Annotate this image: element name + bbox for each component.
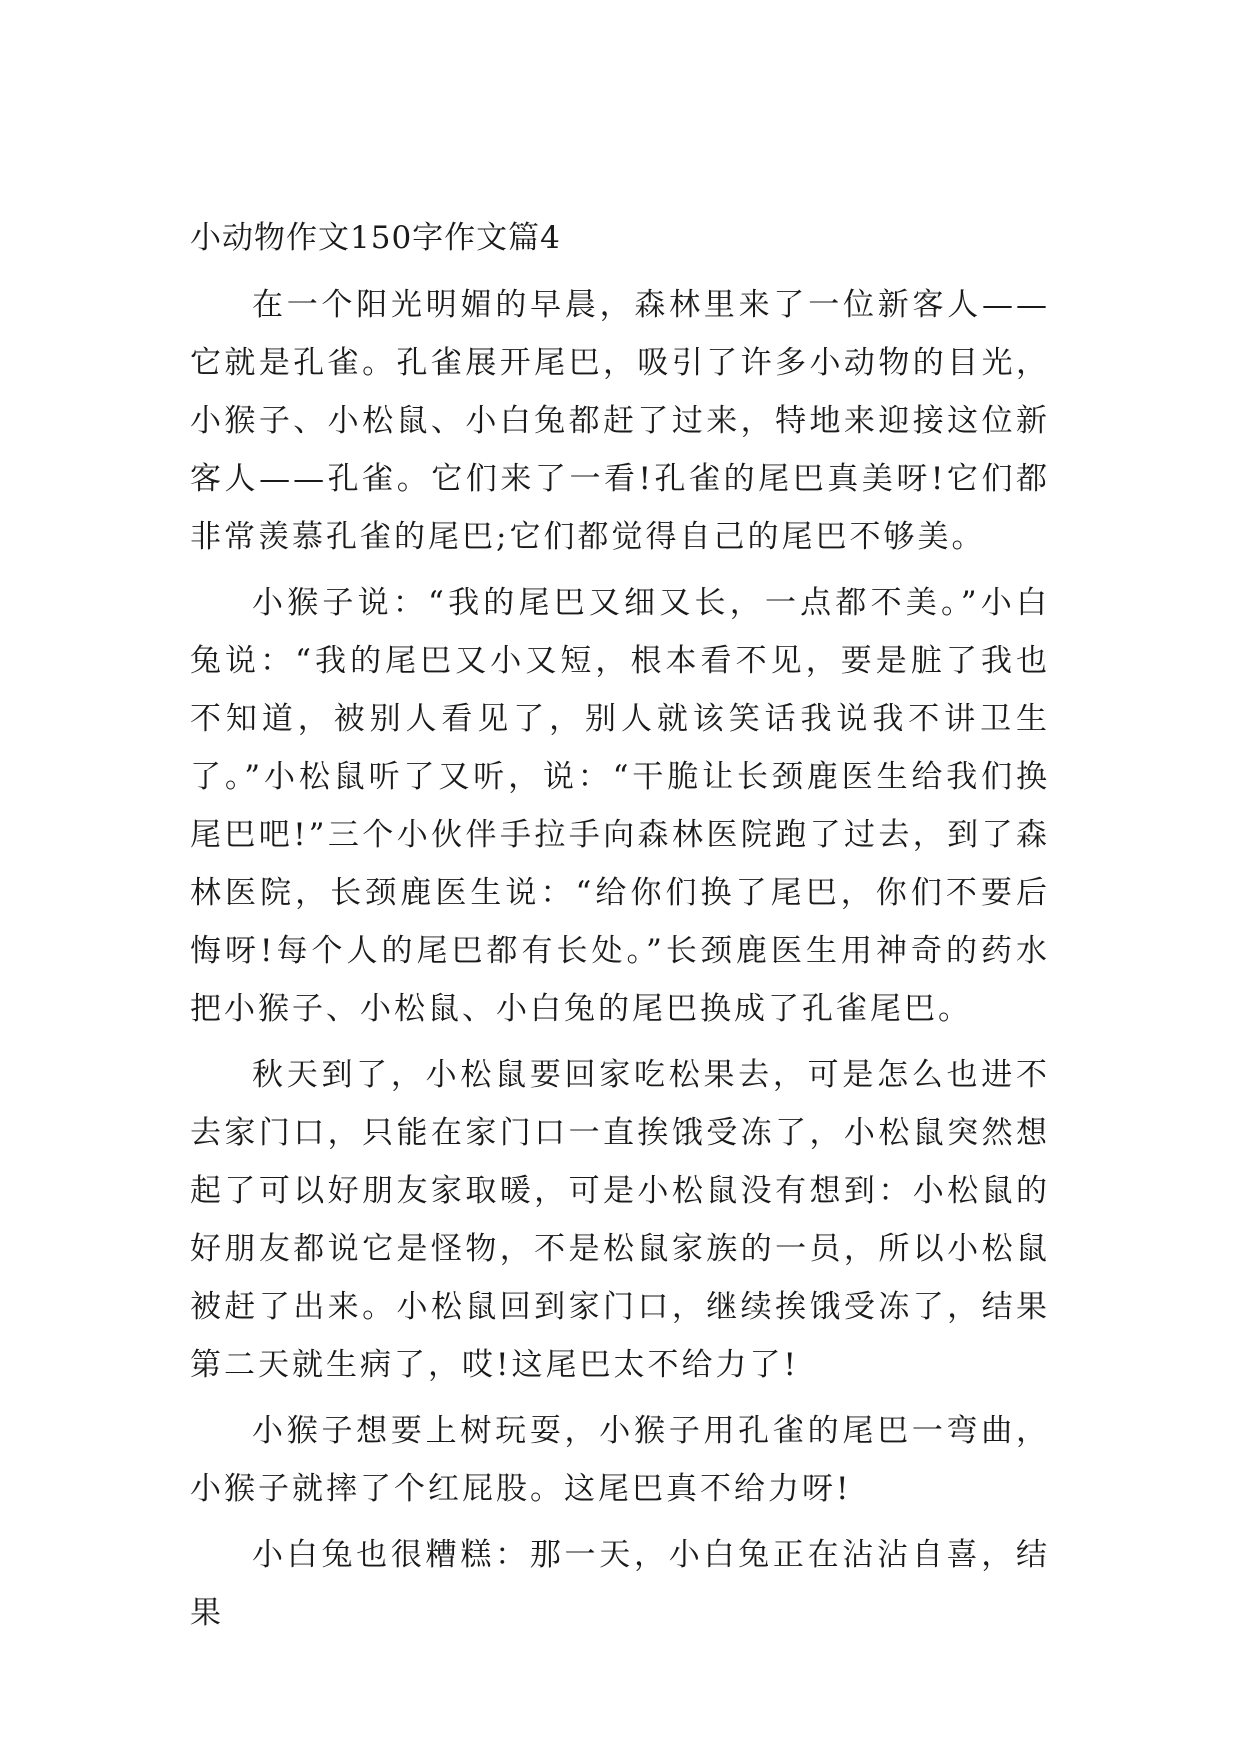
paragraph-3: 秋天到了，小松鼠要回家吃松果去，可是怎么也进不去家门口，只能在家门口一直挨饿受冻了，小松鼠突然想起了可以好朋友家取暖，可是小松鼠没有想到：小松鼠的好朋友都说它是怪物，不是松鼠家族的一员，所以小松鼠被赶了出来。小松鼠回到家门口，继续挨饿受冻了，结果第二天就生病了，哎!这尾巴太不给力了!: [190, 1057, 1050, 1383]
paragraph-2: 小猴子说：“我的尾巴又细又长，一点都不美。”小白兔说：“我的尾巴又小又短，根本看不见，要是脏了我也不知道，被别人看见了，别人就该笑话我说我不讲卫生了。”小松鼠听了又听，说：“干脆让长颈鹿医生给我们换尾巴吧!”三个小伙伴手拉手向森林医院跑了过去，到了森林医院，长颈鹿医生说：“给你们换了尾巴，你们不要后悔呀!每个人的尾巴都有长处。”长颈鹿医生用神奇的药水把小猴子、小松鼠、小白兔的尾巴换成了孔雀尾巴。: [190, 585, 1050, 1027]
paragraph-5: 小白兔也很糟糕：那一天，小白兔正在沾沾自喜，结果: [190, 1537, 1050, 1631]
paragraph-1: 在一个阳光明媚的早晨，森林里来了一位新客人——它就是孔雀。孔雀展开尾巴，吸引了许多小动物的目光，小猴子、小松鼠、小白兔都赶了过来，特地来迎接这位新客人——孔雀。它们来了一看!孔雀的尾巴真美呀!它们都非常羡慕孔雀的尾巴;它们都觉得自己的尾巴不够美。: [190, 287, 1050, 555]
paragraph-4: 小猴子想要上树玩耍，小猴子用孔雀的尾巴一弯曲，小猴子就摔了个红屁股。这尾巴真不给力呀!: [190, 1413, 1050, 1507]
document-title: 小动物作文150字作文篇4: [190, 220, 561, 256]
document-page: [190, 218, 1050, 1650]
